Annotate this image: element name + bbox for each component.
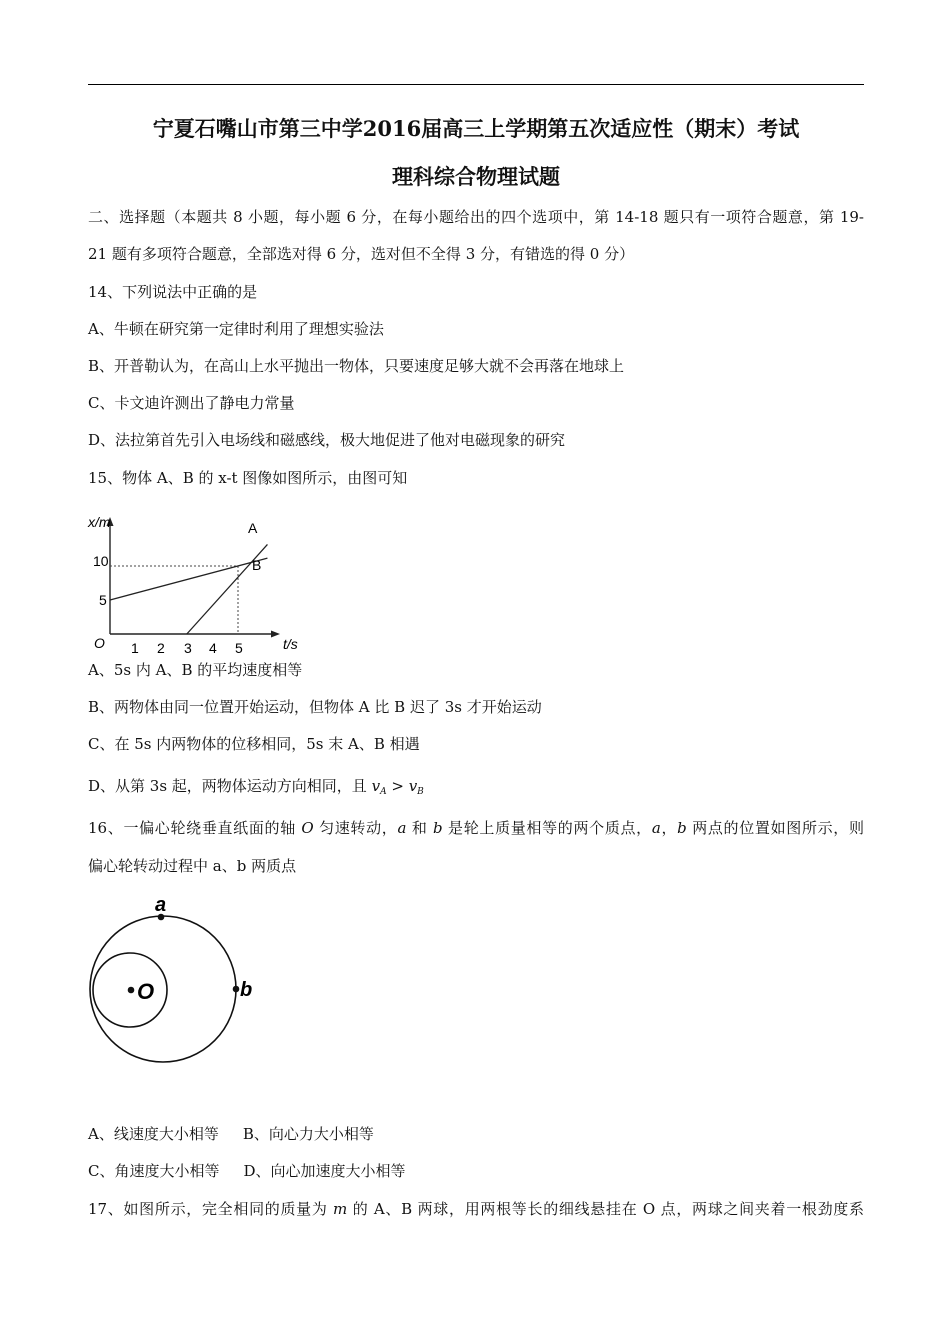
greater-than: > (386, 777, 409, 795)
xt-x-tick-3: 3 (184, 640, 192, 656)
subscript-a: A (380, 787, 387, 797)
point-a-label: a (155, 894, 167, 916)
axis-o-label: O (137, 979, 155, 1004)
q14-option-c: C、卡文迪许测出了静电力常量 (88, 394, 295, 412)
q16-option-a: A、线速度大小相等 (88, 1125, 219, 1143)
point-b-label: b (240, 979, 253, 1001)
q14-stem: 14、下列说法中正确的是 (88, 283, 258, 301)
q15-option-b: B、两物体由同一位置开始运动，但物体 A 比 B 迟了 3s 才开始运动 (88, 698, 542, 716)
section-intro-line2: 21 题有多项符合题意，全部选对得 6 分，选对但不全得 3 分，有错选的得 0 分） (88, 245, 635, 263)
q14-option-a: A、牛顿在研究第一定律时利用了理想实验法 (88, 320, 384, 338)
q15-stem: 15、物体 A、B 的 x-t 图像如图所示，由图可知 (88, 469, 408, 487)
xt-x-arrow (271, 631, 280, 638)
q16-text-4: 是轮上质量相等的两个质点， (442, 819, 652, 837)
q16-point-a-2: a (651, 819, 661, 837)
q17-mass-symbol: m (333, 1200, 348, 1218)
q16-option-d: D、向心加速度大小相等 (243, 1162, 406, 1180)
q14-option-d: D、法拉第首先引入电场线和磁感线，极大地促进了他对电磁现象的研究 (88, 431, 566, 449)
subscript-b: B (417, 787, 424, 797)
eccentric-wheel-figure (85, 890, 265, 1065)
page-title: 宁夏石嘴山市第三中学2016届高三上学期第五次适应性（期末）考试 (152, 116, 800, 141)
xt-x-tick-4: 4 (209, 640, 217, 656)
page-subtitle: 理科综合物理试题 (392, 164, 560, 189)
xt-series-b-line (110, 558, 267, 600)
q17-stem (88, 1199, 864, 1219)
q16-options-row1 (88, 1124, 374, 1144)
q16-point-b: b (433, 819, 443, 837)
point-b-dot (233, 986, 240, 993)
xt-y-tick-5: 5 (99, 592, 107, 608)
q16-axis-o: O (301, 819, 314, 837)
q15-option-d-text: D、从第 3s 起，两物体运动方向相同，且 (88, 777, 367, 795)
q14-option-b: B、开普勒认为，在高山上水平抛出一物体，只要速度足够大就不会再落在地球上 (88, 357, 625, 375)
xt-origin-label: O (94, 635, 105, 651)
q15-option-d (88, 776, 424, 802)
q17-text-1: 17、如图所示，完全相同的质量为 (88, 1200, 334, 1218)
q16-text-2: 匀速转动， (313, 819, 398, 837)
xt-series-b-label: B (252, 557, 262, 573)
q16-point-a: a (397, 819, 407, 837)
q16-text-1: 16、一偏心轮绕垂直纸面的轴 (88, 819, 302, 837)
q16-point-b-2: b (677, 819, 687, 837)
q16-option-c: C、角速度大小相等 (88, 1162, 220, 1180)
xt-y-tick-10: 10 (93, 553, 109, 569)
axis-dot (128, 987, 135, 994)
xt-x-axis-label: t/s (283, 636, 298, 652)
q16-stem-line2: 偏心轮转动过程中 a、b 两质点 (88, 857, 297, 875)
velocity-symbol-2: v (408, 777, 418, 795)
xt-y-axis-label: x/m (88, 514, 111, 530)
outer-wheel (90, 916, 236, 1062)
section-intro-line1: 二、选择题（本题共 8 小题，每小题 6 分，在每小题给出的四个选项中，第 14-18 题只有一项符合题意，第 19- (88, 208, 864, 226)
q16-option-b: B、向心力大小相等 (242, 1125, 374, 1143)
xt-x-tick-5: 5 (235, 640, 243, 656)
q16-text-5: ， (660, 819, 678, 837)
velocity-symbol: v (371, 777, 381, 795)
xt-x-tick-1: 1 (131, 640, 139, 656)
q17-text-2: 的 A、B 两球，用两根等长的细线悬挂在 O 点，两球之间夹着一根劲度系 (347, 1200, 864, 1218)
q15-option-a: A、5s 内 A、B 的平均速度相等 (88, 661, 303, 679)
q16-stem-line1 (88, 818, 864, 838)
xt-series-a-label: A (248, 520, 258, 536)
xt-graph (80, 508, 320, 658)
q16-text-6: 两点的位置如图所示，则 (686, 819, 864, 837)
q16-text-3: 和 (406, 819, 433, 837)
q15-option-c: C、在 5s 内两物体的位移相同，5s 末 A、B 相遇 (88, 735, 420, 753)
q16-options-row2 (88, 1161, 406, 1181)
top-rule (88, 84, 864, 85)
xt-x-tick-2: 2 (157, 640, 165, 656)
